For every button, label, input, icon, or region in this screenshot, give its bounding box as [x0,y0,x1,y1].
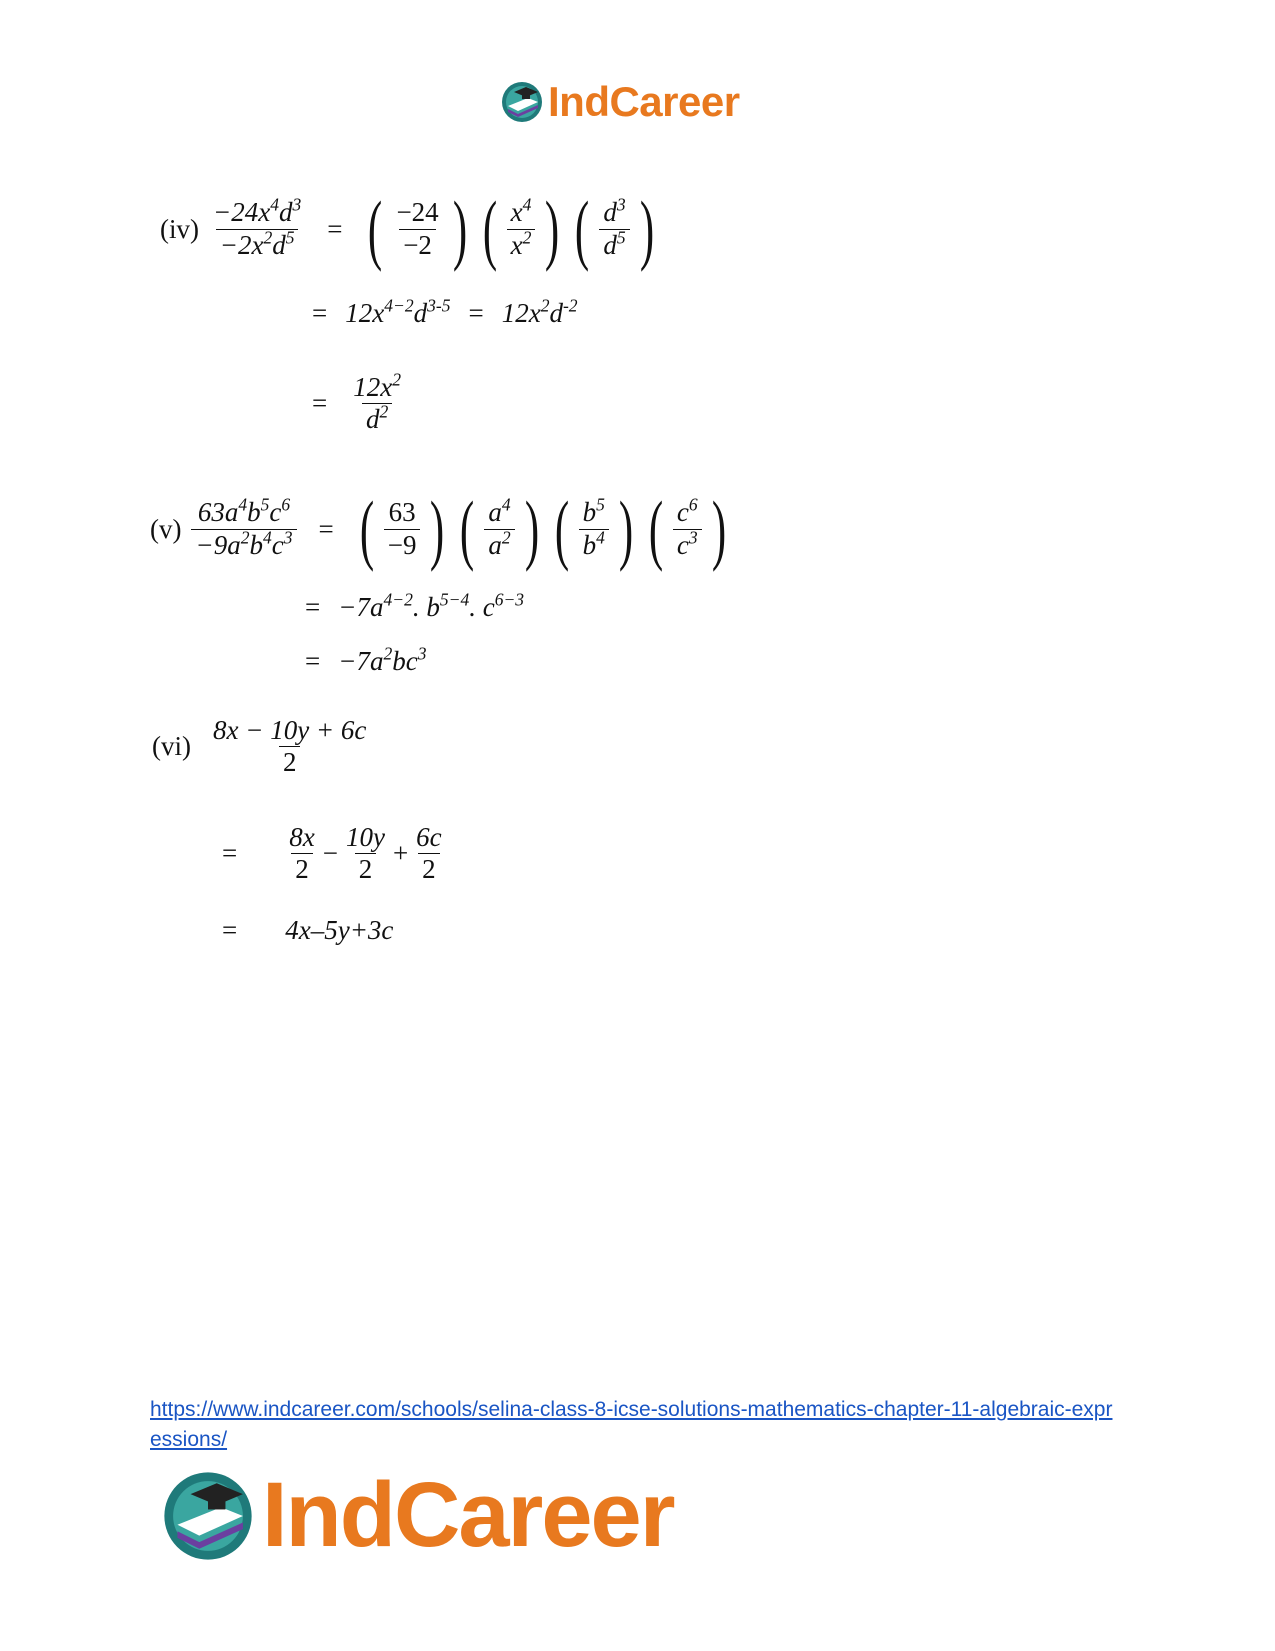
part-label: (v) [150,513,182,544]
brand-wordmark: IndCareer [262,1464,674,1566]
solution-v-line-2: = $-7a^{4-2}$. $b^{5-4}$. $c^{6-3}$ [305,589,525,622]
fraction: $\frac{-24x^4d^3}{-2x^2d^5}$ [212,194,302,260]
solution-iv-line-2: = $12x^{4-2}d^{3-5}$ = $12x^2d^{-2}$ [312,295,578,328]
brand-wordmark: IndCareer [548,78,740,125]
solution-iv-line-3: = $\frac{12x^2}{d^2}$ [312,369,401,435]
final-answer: 4x–5y+3c [285,915,394,945]
source-link[interactable]: https://www.indcareer.com/schools/selina-class-8-icse-solutions-mathematics-chapter-11-algebraic-expressions/ [150,1398,1113,1451]
footer-logo [160,1463,674,1568]
header-logo [500,78,740,126]
graduation-book-icon [160,1468,256,1564]
solution-v-line-1: (v) $\frac{63a^4b^5c^6}{-9a^2b^4c^3}$ = ( $\frac{63}{-9}$ ) ( $\frac{a^4}{a^2}$ ) ( $\frac{b^5}{b^4}$ ) ( $\frac{c^6}{c^3}$ ) [150,490,734,568]
graduation-book-icon [500,80,544,124]
solution-v-line-3: = $-7a^2bc^3$ [305,643,427,676]
solution-iv-line-1: (iv) $\frac{-24x^4d^3}{-2x^2d^5}$ = ( $\frac{-24}{-2}$ ) ( $\frac{x^4}{x^2}$ ) ( $\frac{d^3}{d^5}$ ) [160,190,662,268]
solution-vi-line-1: (vi) $\frac{8x - 10y + 6c}{2}$ [152,715,367,778]
part-label: (vi) [152,731,191,762]
solution-vi-line-3: = 4x–5y+3c [222,915,394,945]
solution-vi-line-2: = $\frac{8x}{2}$ − $\frac{10y}{2}$ + $\frac{6c}{2}$ [222,822,442,885]
part-label: (iv) [160,213,199,244]
